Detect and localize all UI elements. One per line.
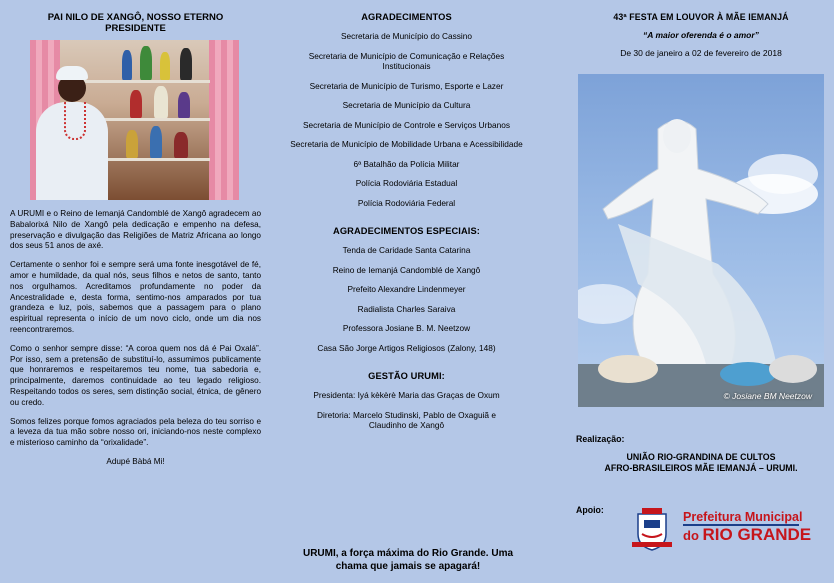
bead-necklace [64, 102, 86, 140]
thanks-column [284, 0, 529, 583]
special-thanks-item: Reino de Iemanjá Candomblé de Xangô [332, 264, 481, 275]
tribute-paragraph-2: Certamente o senhor foi e sempre será uma fonte inesgotável de fé, amor e humildade, da qual nós, seus filhos e netos de santo, tanto nos orgulhamos. Acreditamos profundamente no poder da Ancestralidade e, desta forma, sentimo-nos amparados por tua grandeza e luz, pois, sabemos que a passagem para o plano espiritual representa o início de um novo ciclo, onde um dia nos reencontraremos. [10, 260, 261, 334]
event-subtitle: “A maior oferenda é o amor” [643, 30, 759, 40]
coat-of-arms-icon [628, 506, 676, 552]
management-board: Diretoria: Marcelo Studinski, Pablo de Oxaguiã e Claudinho de Xangô [317, 409, 496, 430]
thanks-list [284, 31, 529, 208]
thanks-item: Secretaria de Município de Comunicação e Relações Institucionais [308, 50, 505, 71]
special-thanks-item: Prefeito Alexandre Lindenmeyer [347, 284, 466, 294]
tribute-closing: Adupé Bàbá Mi! [106, 456, 165, 466]
special-thanks-item: Tenda de Caridade Santa Catarina [342, 245, 471, 255]
altar-statue [160, 52, 170, 80]
tribute-paragraph-3: Como o senhor sempre disse: “A coroa quem nos dá é Pai Oxalá”. Por isso, sem a pretensão de substituí-lo, assumimos publicamente que honraremos e respeitaremos teu nome, tua sabedoria e, principalmente, daremos continuidade ao teu legado religioso. Respeitando todos os seres, sem distinção social, étnica, de gênero ou credo. [10, 343, 261, 407]
urumi-motto: URUMI, a força máxima do Rio Grande. Uma chama que jamais se apagará! [302, 548, 514, 572]
event-dates: De 30 de janeiro a 02 de fevereiro de 2018 [620, 48, 782, 58]
special-thanks-item: Radialista Charles Saraiva [357, 303, 456, 314]
tribute-paragraph-1: A URUMI e o Reino de Iemanjá Candomblé de Xangô agradecem ao Babalorixá Nilo de Xangô pela dedicação e empenho na defesa, preservação e divulgação das Religiões de Matriz Africana ao longo dos seus 51 anos de axé. [10, 209, 261, 251]
altar-statue [126, 130, 138, 158]
thanks-item: Secretaria de Município da Cultura [342, 100, 471, 110]
curtain-right [209, 40, 239, 200]
statue-illustration [578, 74, 824, 407]
apoio-label: Apoio: [576, 505, 604, 515]
pai-nilo-photo [30, 40, 239, 200]
altar-statue [122, 50, 132, 80]
man-cap [56, 66, 88, 80]
thanks-item: Polícia Rodoviária Federal [357, 197, 456, 208]
realizacao-line-2: AFRO-BRASILEIROS MÃE IEMANJÁ – URUMI. [604, 463, 798, 473]
logo-text-rio-grande [683, 525, 811, 545]
photo-credit: © Josiane BM Neetzow [723, 391, 812, 401]
thanks-heading: AGRADECIMENTOS [361, 12, 452, 22]
special-thanks-heading: AGRADECIMENTOS ESPECIAIS: [333, 226, 480, 236]
tribute-paragraph-4: Somos felizes porque fomos agraciados pela beleza do teu sorriso e a leveza da tua mão sobre nosso ori, iniciando-nos neste complexo e misterioso caminho da “orixalidade”. [10, 416, 261, 448]
tribute-title-line1: PAI NILO DE XANGÔ, NOSSO ETERNO [47, 12, 224, 23]
realizacao-line-1: UNIÃO RIO-GRANDINA DE CULTOS [626, 452, 776, 462]
altar-statue [140, 46, 152, 80]
logo-text-name: RIO GRANDE [702, 525, 812, 544]
thanks-item: Secretaria de Município de Turismo, Esporte e Lazer [309, 80, 504, 91]
special-thanks-item: Professora Josiane B. M. Neetzow [342, 323, 471, 333]
realizacao-label: Realização: [576, 434, 625, 444]
tribute-title-line2: PRESIDENTE [105, 23, 166, 34]
realizacao-org [568, 452, 834, 474]
special-thanks-list [284, 245, 529, 353]
tribute-title [10, 12, 261, 34]
altar-statue [130, 90, 142, 118]
thanks-item: Secretaria de Município de Mobilidade Urbana e Acessibilidade [290, 139, 523, 149]
thanks-item: 6ª Batalhão da Polícia Militar [353, 158, 460, 169]
altar-statue [180, 48, 192, 80]
logo-text-prefeitura: Prefeitura Municipal [683, 510, 803, 524]
thanks-item: Secretaria de Município de Controle e Serviços Urbanos [302, 119, 511, 130]
thanks-item: Secretaria de Município do Cassino [341, 31, 472, 41]
event-column [568, 0, 834, 583]
logo-text-do: do [683, 528, 703, 543]
special-thanks-item: Casa São Jorge Artigos Religiosos (Zalony, 148) [317, 342, 496, 353]
management-president: Presidenta: Iyá kèkèrè Maria das Graças de Oxum [313, 390, 500, 400]
altar-statue [178, 92, 190, 118]
altar-statue [174, 132, 188, 158]
altar-statue [154, 86, 168, 118]
tribute-column [0, 0, 270, 583]
event-title: 43ª FESTA EM LOUVOR À MÃE IEMANJÁ [613, 12, 789, 22]
thanks-item: Polícia Rodoviária Estadual [355, 178, 458, 188]
iemanja-statue-photo [578, 74, 824, 407]
altar-statue [150, 126, 162, 158]
management-heading: GESTÃO URUMI: [368, 371, 445, 381]
